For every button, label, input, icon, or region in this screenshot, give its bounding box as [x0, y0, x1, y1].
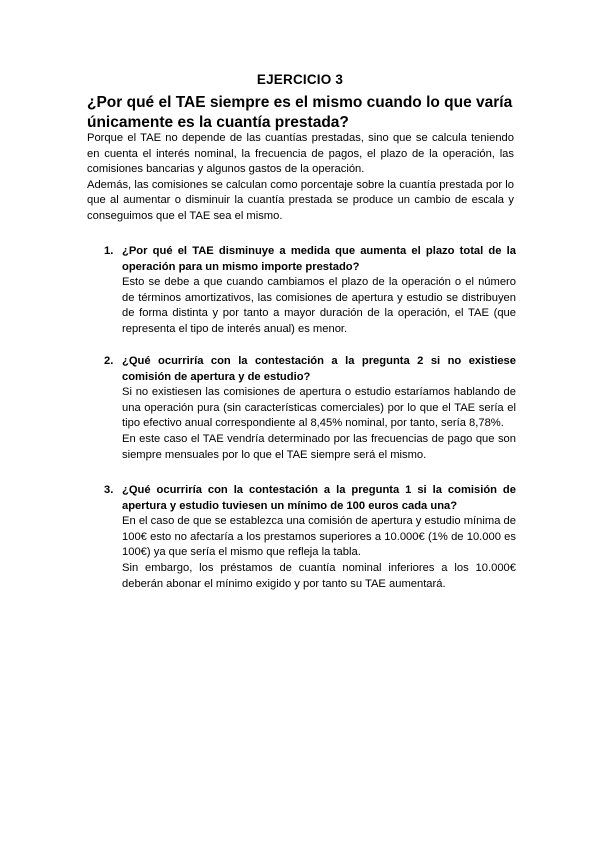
- item-question: ¿Por qué el TAE disminuye a medida que aumenta el plazo total de la operación para un mismo importe prestado?: [122, 245, 516, 273]
- item-answer: [122, 385, 516, 463]
- item-question: ¿Qué ocurriría con la contestación a la pregunta 1 si la comisión de apertura y estudio tuviesen un mínimo de 100 euros cada una?: [122, 484, 516, 512]
- answer-paragraph: En el caso de que se establezca una comisión de apertura y estudio mínima de 100€ esto no afectaría a los prestamos superiores a 10.000€ (1% de 10.000 es 100€) ya que sería el mismo que refleja la tabla.: [122, 515, 516, 559]
- item-answer: [122, 275, 516, 337]
- answer-paragraph: En este caso el TAE vendría determinado por las frecuencias de pago que son siempre mensuales por lo que el TAE siempre será el mismo.: [122, 432, 516, 461]
- answer-paragraph: Esto se debe a que cuando cambiamos el plazo de la operación o el número de términos amortizativos, las comisiones de apertura y estudio se distribuyen de forma distinta y por tanto a mayor duración de la operación, el TAE (que representa el tipo de interés anual) es menor.: [122, 276, 516, 335]
- exercise-title: EJERCICIO 3: [256, 72, 344, 87]
- intro-paragraph: Además, las comisiones se calculan como porcentaje sobre la cuantía prestada por lo que al aumentar o disminuir la cuantía prestada se produce un cambio de escala y conseguimos que el TAE sea el mismo.: [87, 178, 514, 222]
- intro-answer: [87, 131, 514, 225]
- main-question: ¿Por qué el TAE siempre es el mismo cuando lo que varía únicamente es la cuantía prestada?: [87, 94, 513, 131]
- intro-paragraph: Porque el TAE no depende de las cuantías prestadas, sino que se calcula teniendo en cuenta el interés nominal, la frecuencia de pagos, el plazo de la operación, las comisiones bancarias y algunos gastos de la operación.: [87, 132, 514, 176]
- item-question: ¿Qué ocurriría con la contestación a la pregunta 2 si no existiese comisión de apertura y de estudio?: [122, 355, 516, 383]
- item-number: 2.: [104, 355, 114, 367]
- list-item: [104, 244, 516, 338]
- answer-paragraph: Sin embargo, los préstamos de cuantía nominal inferiores a los 10.000€ deberán abonar el mínimo exigido y por tanto su TAE aumentará.: [122, 561, 516, 590]
- item-number: 3.: [104, 484, 114, 496]
- item-number: 1.: [104, 245, 114, 257]
- item-answer: [122, 514, 516, 592]
- list-item: [104, 354, 516, 463]
- answer-paragraph: Si no existiesen las comisiones de apertura o estudio estaríamos hablando de una operación pura (sin características comerciales) por lo que el TAE sería el tipo efectivo anual correspondiente al 8,45% nominal, por tanto, sería 8,78%.: [122, 386, 516, 430]
- list-item: [104, 483, 516, 592]
